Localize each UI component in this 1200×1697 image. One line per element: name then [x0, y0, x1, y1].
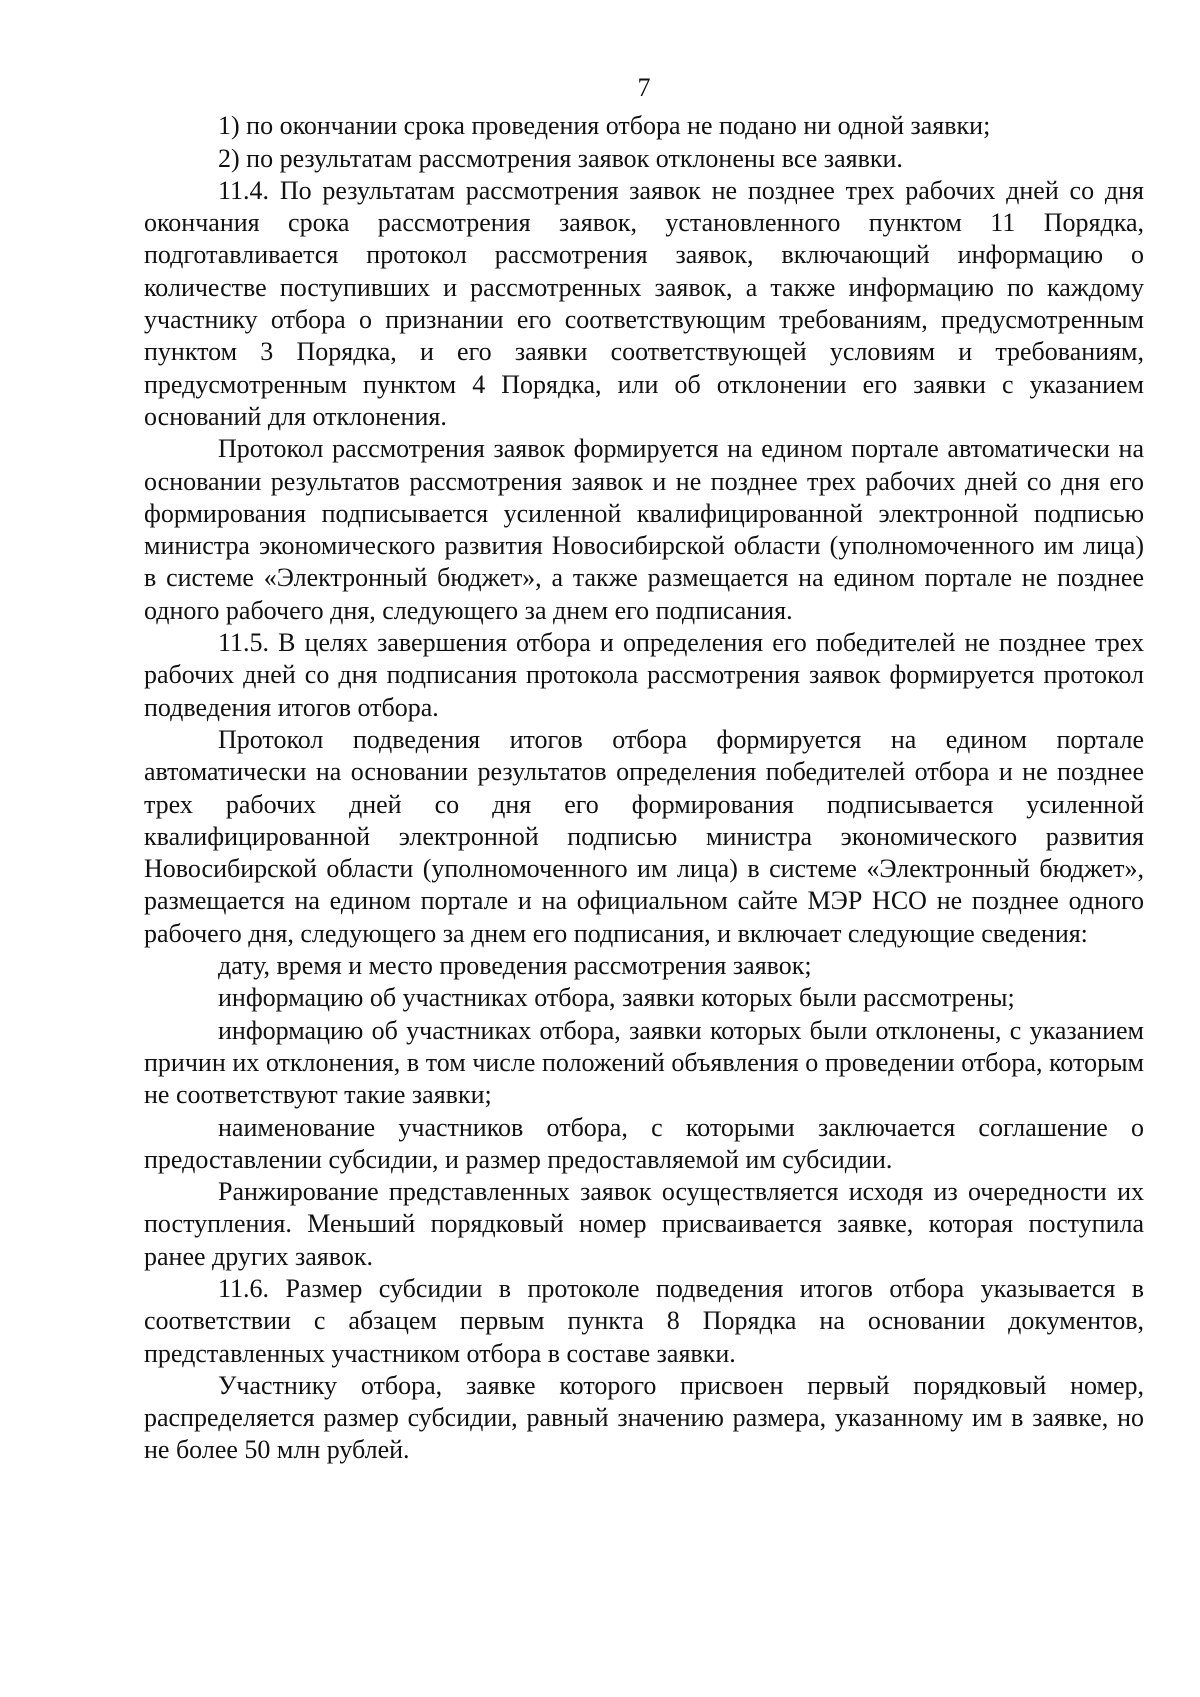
paragraph-results-protocol: Протокол подведения итогов отбора формируется на едином портале автоматически на основании результатов определения победителей отбора и не позднее трех рабочих дней со дня его формирования подписывается усиленной квалифицированной электронной подписью министра экономического развития Новосибирской области (уполномоченного им лица) в системе «Электронный бюджет», размещается на едином портале и на официальном сайте МЭР НСО не позднее одного рабочего дня, следующего за днем его подписания, и включает следующие сведения: — [144, 724, 1144, 948]
paragraph-rejected-participants: информацию об участниках отбора, заявки которых были отклонены, с указанием причин их отклонения, в том числе положений объявления о проведении отбора, которым не соответствуют такие заявки; — [144, 1015, 1144, 1110]
document-page — [144, 72, 1144, 1467]
paragraph-review-protocol: Протокол рассмотрения заявок формируется на едином портале автоматически на основании результатов рассмотрения заявок и не позднее трех рабочих дней со дня его формирования подписывается усиленной квалифицированной электронной подписью министра экономического развития Новосибирской области (уполномоченного им лица) в системе «Электронный бюджет», а также размещается на едином портале не позднее одного рабочего дня, следующего за днем его подписания. — [144, 434, 1144, 625]
paragraph-item-1: 1) по окончании срока проведения отбора не подано ни одной заявки; — [218, 111, 991, 141]
paragraph-date-time-place: дату, время и место проведения рассмотрения заявок; — [218, 951, 812, 981]
page-number: 7 — [637, 73, 651, 102]
paragraph-agreement-participants: наименование участников отбора, с которыми заключается соглашение о предоставлении субсидии, и размер предоставляемой им субсидии. — [144, 1112, 1144, 1174]
paragraph-ranking: Ранжирование представленных заявок осуществляется исходя из очередности их поступления. Меньший порядковый номер присваивается заявке, которая поступила ранее других заявок. — [144, 1177, 1144, 1271]
paragraph-11-4: 11.4. По результатам рассмотрения заявок не позднее трех рабочих дней со дня окончания срока рассмотрения заявок, установленного пунктом 11 Порядка, подготавливается протокол рассмотрения заявок, включающий информацию о количестве поступивших и рассмотренных заявок, а также информацию по каждому участнику отбора о признании его соответствующим требованиям, предусмотренным пунктом 3 Порядка, и его заявки соответствующей условиям и требованиям, предусмотренным пунктом 4 Порядка, или об отклонении его заявки с указанием оснований для отклонения. — [144, 175, 1144, 431]
paragraph-item-2: 2) по результатам рассмотрения заявок отклонены все заявки. — [218, 143, 903, 173]
paragraph-11-5: 11.5. В целях завершения отбора и определения его победителей не позднее трех рабочих дней со дня подписания протокола рассмотрения заявок формируется протокол подведения итогов отбора. — [144, 628, 1144, 722]
paragraph-first-participant: Участнику отбора, заявке которого присвоен первый порядковый номер, распределяется размер субсидии, равный значению размера, указанному им в заявке, но не более 50 млн рублей. — [144, 1370, 1144, 1465]
paragraph-11-6: 11.6. Размер субсидии в протоколе подведения итогов отбора указывается в соответствии с абзацем первым пункта 8 Порядка на основании документов, представленных участником отбора в составе заявки. — [144, 1273, 1144, 1368]
paragraph-reviewed-participants: информацию об участниках отбора, заявки которых были рассмотрены; — [218, 983, 1015, 1013]
